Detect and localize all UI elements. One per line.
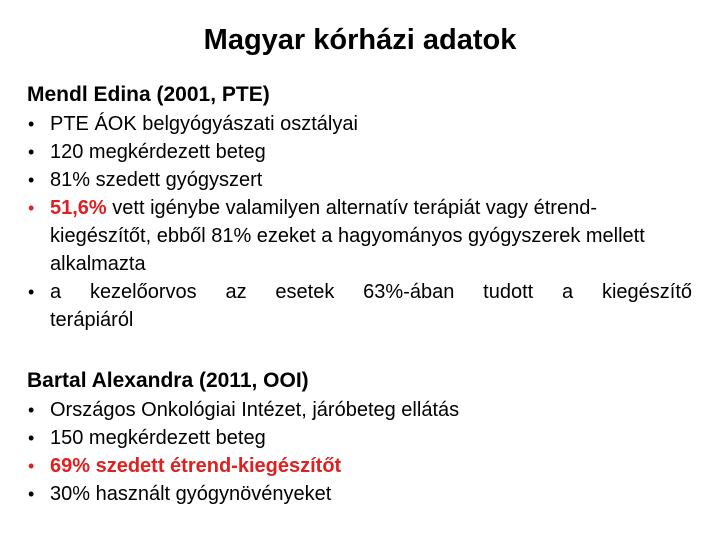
study-mendl	[27, 80, 692, 334]
item-text: 150 megkérdezett beteg	[50, 427, 266, 449]
bullet-icon: •	[28, 114, 35, 134]
item-text: vett igénybe valamilyen alternatív terápiát vagy étrend-kiegészítőt, ebből 81% ezeket a hagyományos gyógyszerek mellett alkalmazta	[50, 197, 645, 275]
item-text-end: terápiáról	[50, 309, 134, 331]
slide-title: Magyar kórházi adatok	[203, 24, 517, 56]
bullet-icon: •	[28, 428, 35, 448]
list-item	[27, 452, 692, 480]
bullet-list	[27, 396, 692, 508]
bullet-icon: •	[28, 142, 35, 162]
item-text: 120 megkérdezett beteg	[50, 141, 266, 163]
highlight-value: 51,6%	[50, 197, 107, 219]
bullet-icon: •	[28, 456, 35, 476]
item-text: 81% szedett gyógyszert	[50, 169, 263, 191]
bullet-icon: •	[28, 484, 35, 504]
item-text: Országos Onkológiai Intézet, járóbeteg ellátás	[50, 399, 460, 421]
list-item	[27, 480, 692, 508]
item-text: 69% szedett étrend-kiegészítőt	[50, 455, 342, 477]
item-text: PTE ÁOK belgyógyászati osztályai	[50, 113, 358, 135]
list-item	[27, 110, 692, 138]
bullet-icon: •	[28, 198, 35, 218]
study-bartal	[27, 366, 692, 508]
item-text: 30% használt gyógynövényeket	[50, 483, 332, 505]
item-text: a kezelőorvos az esetek 63%-ában tudott a kiegészítő	[50, 281, 692, 303]
study-heading: Bartal Alexandra (2011, OOI)	[27, 369, 309, 392]
bullet-icon: •	[28, 400, 35, 420]
bullet-icon: •	[28, 282, 35, 302]
list-item	[27, 424, 692, 452]
list-item	[27, 278, 692, 334]
list-item	[27, 396, 692, 424]
list-item	[27, 138, 692, 166]
list-item	[27, 166, 692, 194]
list-item	[27, 194, 692, 278]
bullet-icon: •	[28, 170, 35, 190]
study-heading: Mendl Edina (2001, PTE)	[27, 83, 270, 106]
bullet-list	[27, 110, 692, 334]
